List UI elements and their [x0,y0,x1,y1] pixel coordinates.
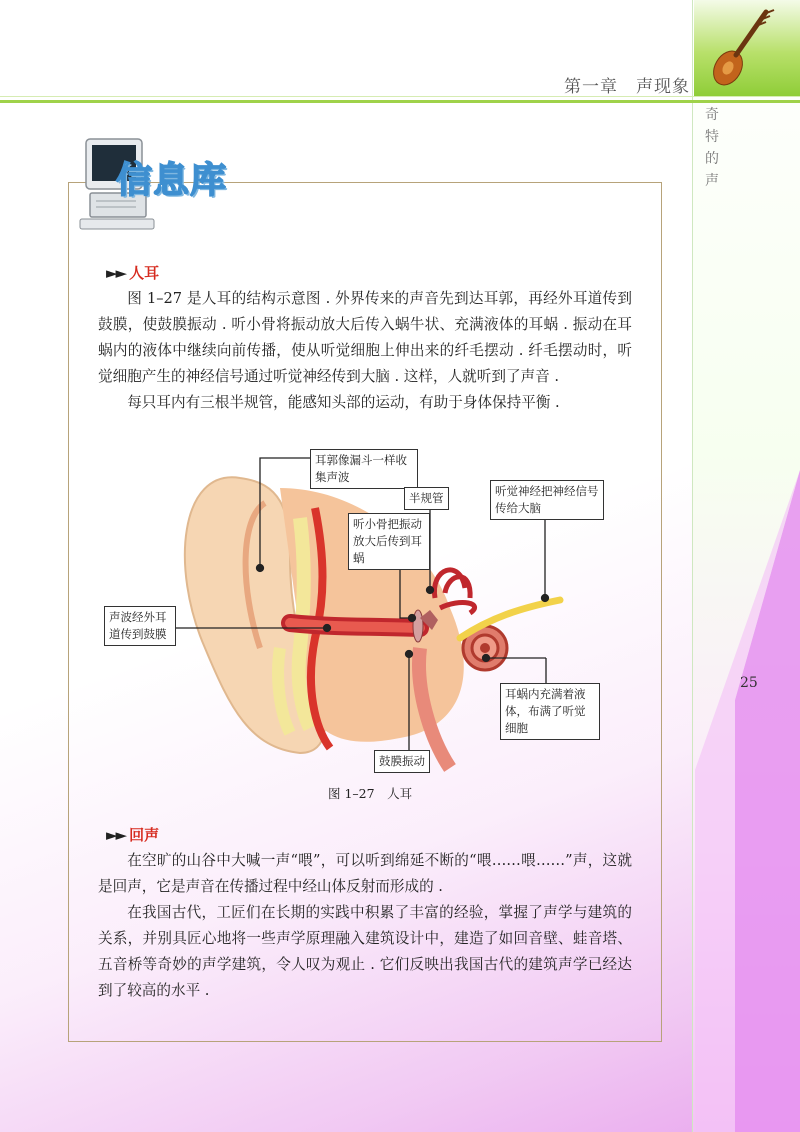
info-box-title: 信息库 [116,160,228,201]
section-heading-echo-text: 回声 [129,826,160,844]
paragraph: 图 1–27 是人耳的结构示意图 . 外界传来的声音先到达耳郭，再经外耳道传到鼓膜，使鼓膜振动 . 听小骨将振动放大后传入蜗牛状、充满液体的耳蜗 . 振动在耳蜗内的液体中继续向前传播，使从听觉细胞上伸出来的纤毛摆动 . 纤毛摆动时，听觉细胞产生的神经信号通过听觉神经传到大脑 . 这样，人就听到了声音 . [98,290,632,385]
callout-auditory-nerve: 听觉神经把神经信号传给大脑 [490,480,604,520]
paragraph: 在我国古代，工匠们在长期的实践中积累了丰富的经验，掌握了声学与建筑的关系，并别具匠心地将一些声学原理融入建筑设计中，建造了如回音壁、蛙音塔、五音桥等奇妙的声学建筑，令人叹为观止 . 它们反映出我国古代的建筑声学已经达到了较高的水平 . [98,904,632,999]
side-pink-wedge [695,470,800,1132]
cochlea-center [480,643,490,653]
ear-canal-inner [290,623,420,628]
callout-ossicles: 听小骨把振动放大后传到耳蜗 [348,513,430,570]
double-arrow-icon: ►► [106,264,126,282]
pipa-icon [694,0,800,96]
section-heading-ear [106,262,159,283]
section-heading-ear-text: 人耳 [129,264,160,282]
section-heading-echo [106,824,159,845]
paragraph: 每只耳内有三根半规管，能感知头部的运动，有助于身体保持平衡 . [127,394,560,411]
callout-auricle: 耳郭像漏斗一样收集声波 [310,449,418,489]
double-arrow-icon: ►► [106,826,126,844]
callout-cochlea: 耳蜗内充满着液体，布满了听觉细胞 [500,683,600,740]
callout-eardrum: 鼓膜振动 [374,750,430,773]
callout-ear-canal: 声波经外耳道传到鼓膜 [104,606,176,646]
header-rule [0,100,800,103]
section-echo-body [98,848,632,1004]
chapter-title: 第一章 声现象 [564,77,690,97]
section-ear-body [98,286,632,416]
header-tab [694,0,800,96]
side-vertical-title: 奇特的声 [705,107,719,189]
paragraph: 在空旷的山谷中大喊一声“喂”，可以听到绵延不断的“喂……喂……”声，这就是回声，它是声音在传播过程中经山体反射而形成的 . [98,852,632,895]
callout-semicircular-canals: 半规管 [404,487,449,510]
page-number: 25 [740,675,758,691]
figure-caption: 图 1–27 人耳 [328,786,413,801]
